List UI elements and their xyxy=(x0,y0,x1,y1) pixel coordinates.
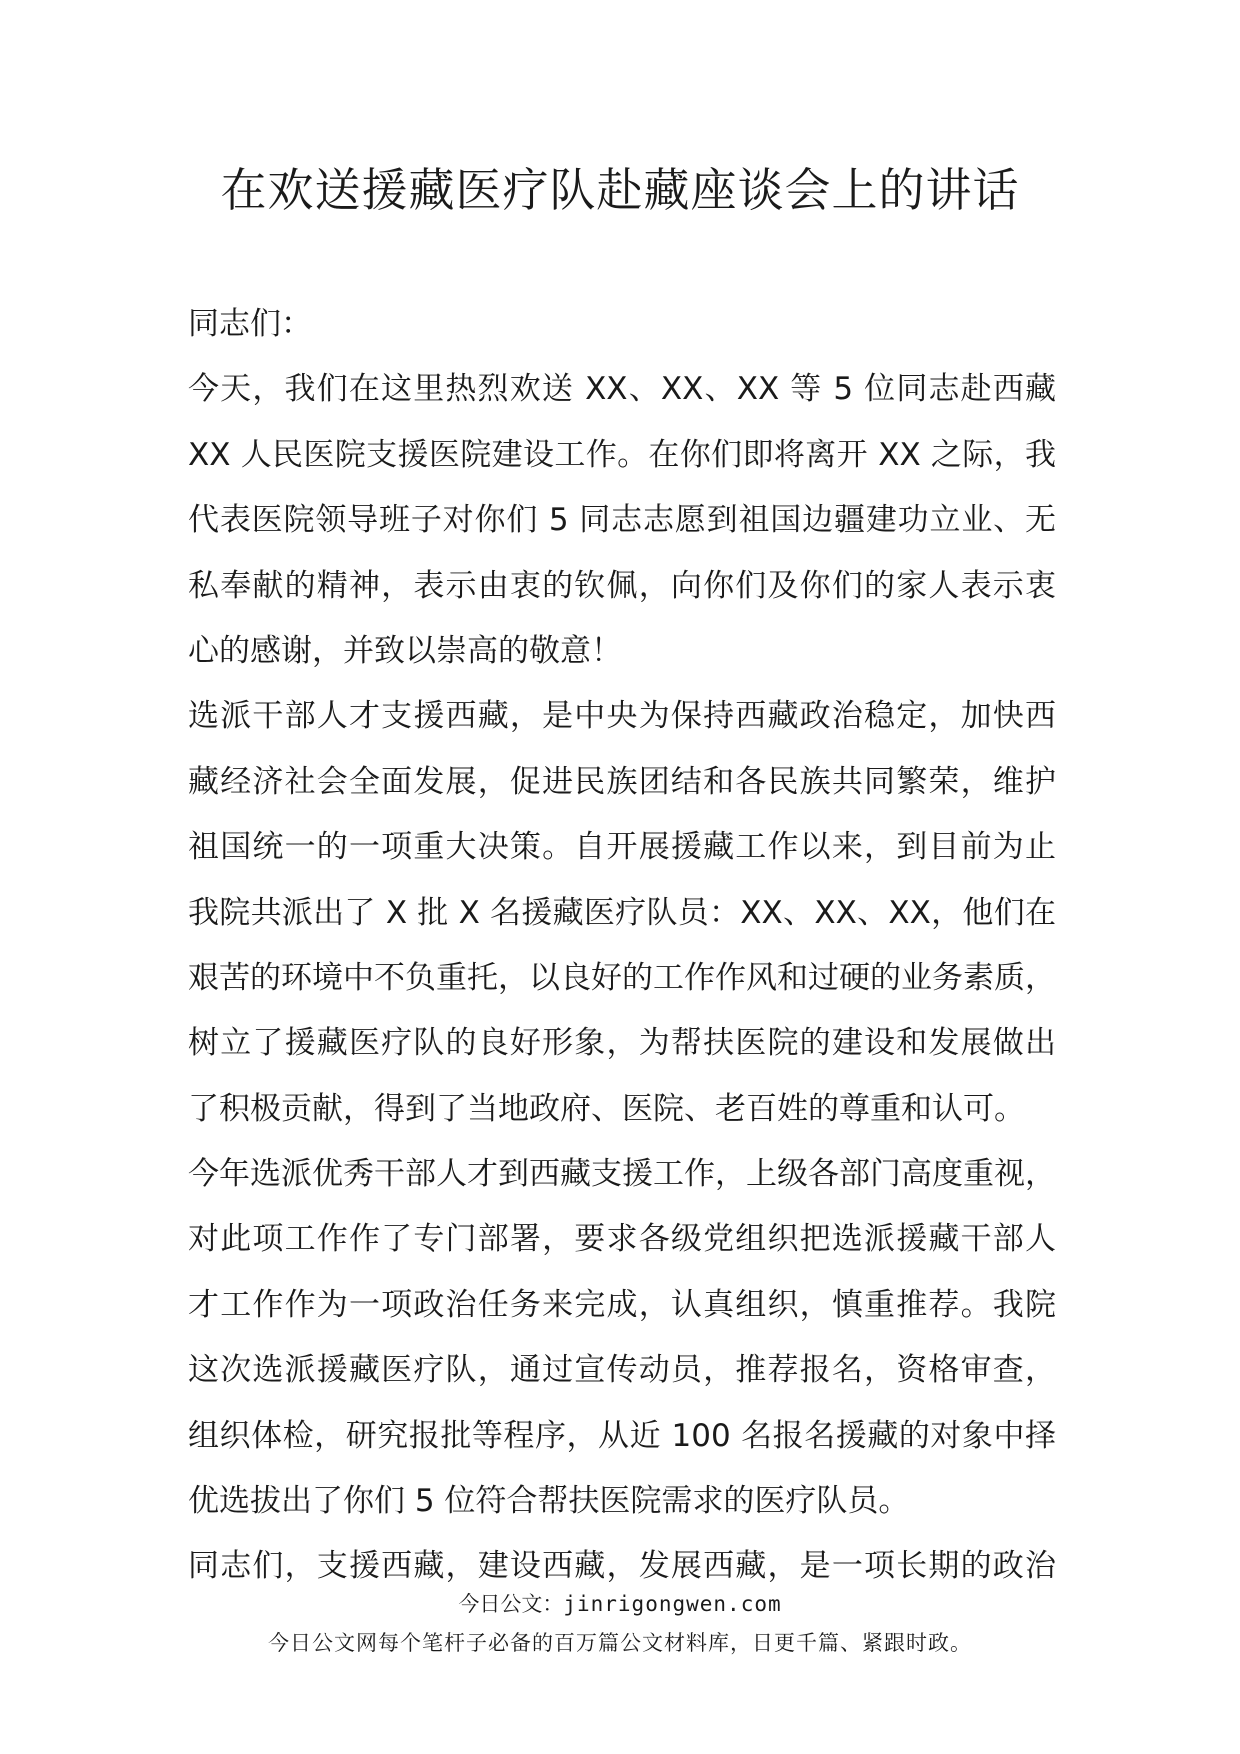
body-line: 优选拔出了你们 5 位符合帮扶医院需求的医疗队员。 xyxy=(188,1483,910,1520)
body-line: 代表医院领导班子对你们 5 同志志愿到祖国边疆建功立业、无 xyxy=(188,502,1056,539)
body-line: XX 人民医院支援医院建设工作。在你们即将离开 XX 之际，我 xyxy=(188,436,1056,473)
body-line: 组织体检，研究报批等程序，从近 100 名报名援藏的对象中择 xyxy=(188,1417,1056,1454)
footer-site-label: 今日公文： xyxy=(458,1592,564,1616)
body-line: 藏经济社会全面发展，促进民族团结和各民族共同繁荣，维护 xyxy=(188,763,1056,800)
footer-site-link[interactable]: jinrigongwen.com xyxy=(563,1592,782,1616)
body-line: 对此项工作作了专门部署，要求各级党组织把选派援藏干部人 xyxy=(188,1221,1056,1258)
body-line: 祖国统一的一项重大决策。自开展援藏工作以来，到目前为止 xyxy=(188,829,1056,866)
body-line: 艰苦的环境中不负重托，以良好的工作作风和过硬的业务素质， xyxy=(188,959,1056,996)
document-body xyxy=(188,292,1056,1600)
body-line: 树立了援藏医疗队的良好形象，为帮扶医院的建设和发展做出 xyxy=(188,1025,1056,1062)
body-line: 才工作作为一项政治任务来完成，认真组织，慎重推荐。我院 xyxy=(188,1286,1056,1323)
body-line: 这次选派援藏医疗队，通过宣传动员，推荐报名，资格审查， xyxy=(188,1352,1056,1389)
salutation-line: 同志们： xyxy=(188,306,312,342)
body-line: 心的感谢，并致以崇高的敬意！ xyxy=(188,632,622,669)
document-title: 在欢送援藏医疗队赴藏座谈会上的讲话 xyxy=(220,163,1020,217)
footer-tagline: 今日公文网每个笔杆子必备的百万篇公文材料库，日更千篇、紧跟时政。 xyxy=(268,1631,972,1655)
body-line: 私奉献的精神，表示由衷的钦佩，向你们及你们的家人表示衷 xyxy=(188,567,1056,604)
body-line: 同志们，支援西藏，建设西藏，发展西藏，是一项长期的政治 xyxy=(188,1548,1056,1585)
body-line: 今天，我们在这里热烈欢送 XX、XX、XX 等 5 位同志赴西藏 xyxy=(188,371,1056,408)
body-line: 今年选派优秀干部人才到西藏支援工作，上级各部门高度重视， xyxy=(188,1156,1056,1193)
body-line: 选派干部人才支援西藏，是中央为保持西藏政治稳定，加快西 xyxy=(188,698,1056,735)
footer-site xyxy=(0,1589,1240,1619)
body-line: 了积极贡献，得到了当地政府、医院、老百姓的尊重和认可。 xyxy=(188,1090,1025,1127)
body-line: 我院共派出了 X 批 X 名援藏医疗队员：XX、XX、XX，他们在 xyxy=(188,894,1056,931)
